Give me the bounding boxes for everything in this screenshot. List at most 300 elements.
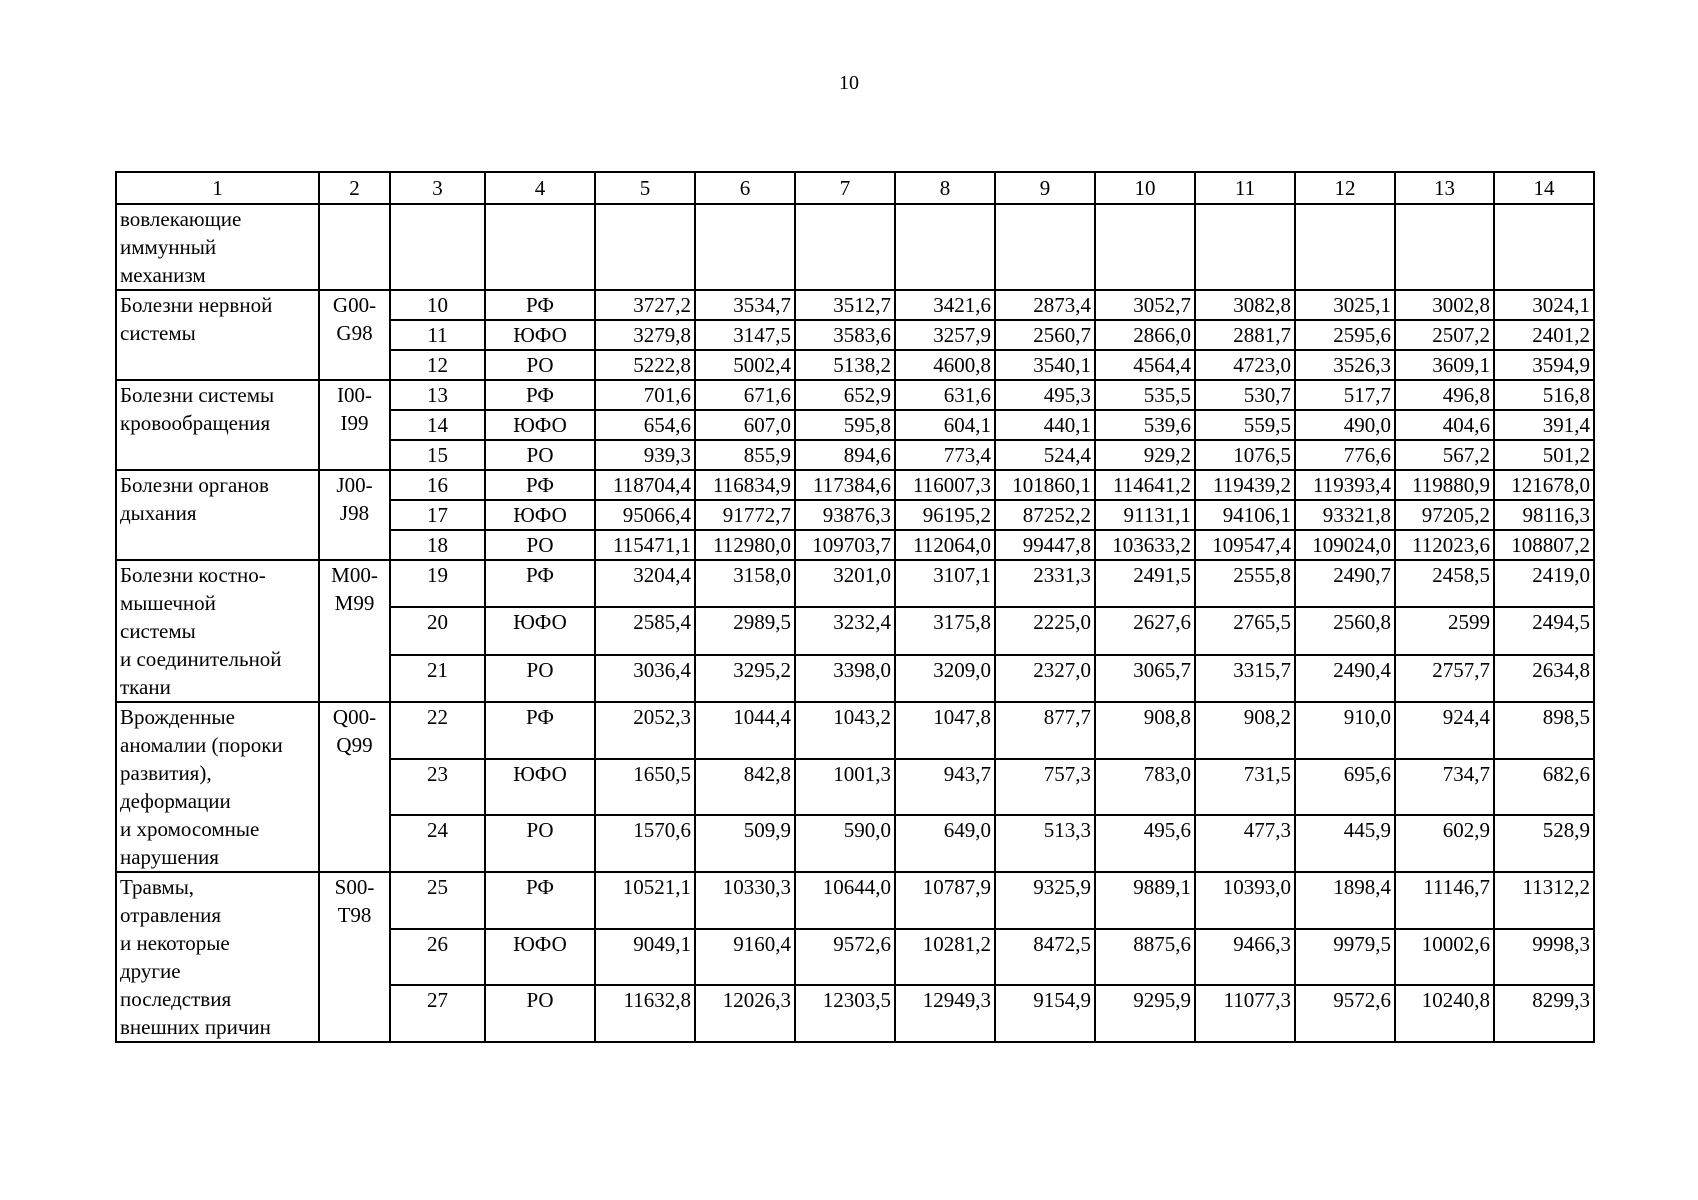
name-line: дыхания (120, 501, 197, 525)
value-cell: 595,8 (795, 410, 895, 440)
value-cell: 12949,3 (895, 985, 995, 1042)
value-cell: 929,2 (1095, 440, 1195, 470)
value-cell: 12303,5 (795, 985, 895, 1042)
value-cell: 115471,1 (595, 530, 695, 560)
value-cell: 3534,7 (695, 290, 795, 320)
value-cell: 5002,4 (695, 350, 795, 380)
value-cell: 2458,5 (1395, 560, 1494, 607)
value-cell: 95066,4 (595, 500, 695, 530)
name-line: и хромосомные (120, 817, 260, 841)
region-label: РФ (485, 560, 595, 607)
value-cell: 9466,3 (1195, 929, 1295, 986)
value-cell: 654,6 (595, 410, 695, 440)
disease-group-name (116, 380, 319, 470)
table-row (116, 290, 1594, 320)
region-label: РО (485, 815, 595, 872)
name-line: системы (120, 619, 196, 643)
value-cell: 9049,1 (595, 929, 695, 986)
name-line: отравления (120, 903, 222, 927)
value-cell: 116007,3 (895, 470, 995, 500)
value-cell: 1044,4 (695, 702, 795, 759)
value-cell: 3594,9 (1494, 350, 1594, 380)
empty-cell (895, 204, 995, 290)
value-cell: 98116,3 (1494, 500, 1594, 530)
region-label: ЮФО (485, 929, 595, 986)
column-number: 3 (390, 172, 485, 204)
value-cell: 898,5 (1494, 702, 1594, 759)
name-line: развития), (120, 761, 212, 785)
value-cell: 1001,3 (795, 759, 895, 816)
value-cell: 2331,3 (995, 560, 1095, 607)
value-cell: 9889,1 (1095, 872, 1195, 929)
name-line: аномалии (пороки (120, 733, 283, 757)
value-cell: 3052,7 (1095, 290, 1195, 320)
value-cell: 539,6 (1095, 410, 1195, 440)
row-number: 13 (390, 380, 485, 410)
name-line: деформации (120, 789, 231, 813)
value-cell: 2225,0 (995, 607, 1095, 654)
row-number: 26 (390, 929, 485, 986)
value-cell: 3201,0 (795, 560, 895, 607)
name-line: внешних причин (120, 1015, 271, 1039)
value-cell: 649,0 (895, 815, 995, 872)
value-cell: 109024,0 (1295, 530, 1395, 560)
name-line: ткани (120, 675, 171, 699)
row-number: 21 (390, 655, 485, 702)
empty-cell (795, 204, 895, 290)
value-cell: 2757,7 (1395, 655, 1494, 702)
value-cell: 116834,9 (695, 470, 795, 500)
value-cell: 652,9 (795, 380, 895, 410)
value-cell: 2599 (1395, 607, 1494, 654)
row-number: 22 (390, 702, 485, 759)
page-number: 10 (839, 72, 859, 94)
row-number: 25 (390, 872, 485, 929)
value-cell: 4723,0 (1195, 350, 1295, 380)
value-cell: 734,7 (1395, 759, 1494, 816)
value-cell: 535,5 (1095, 380, 1195, 410)
value-cell: 3232,4 (795, 607, 895, 654)
value-cell: 10330,3 (695, 872, 795, 929)
value-cell: 939,3 (595, 440, 695, 470)
name-line: Болезни костно- (120, 563, 266, 587)
region-label: РО (485, 440, 595, 470)
value-cell: 924,4 (1395, 702, 1494, 759)
value-cell: 3025,1 (1295, 290, 1395, 320)
value-cell: 93876,3 (795, 500, 895, 530)
value-cell: 94106,1 (1195, 500, 1295, 530)
value-cell: 3175,8 (895, 607, 995, 654)
region-label: РФ (485, 470, 595, 500)
value-cell: 2555,8 (1195, 560, 1295, 607)
value-cell: 3209,0 (895, 655, 995, 702)
value-cell: 530,7 (1195, 380, 1295, 410)
name-line: Травмы, (120, 875, 195, 899)
value-cell: 773,4 (895, 440, 995, 470)
value-cell: 3583,6 (795, 320, 895, 350)
value-cell: 3398,0 (795, 655, 895, 702)
value-cell: 528,9 (1494, 815, 1594, 872)
name-line: Болезни системы (120, 383, 275, 407)
value-cell: 9160,4 (695, 929, 795, 986)
morbidity-table (115, 171, 1595, 1043)
row-number: 18 (390, 530, 485, 560)
value-cell: 1043,2 (795, 702, 895, 759)
table-row (116, 872, 1594, 929)
region-label: ЮФО (485, 607, 595, 654)
value-cell: 3540,1 (995, 350, 1095, 380)
region-label: РФ (485, 872, 595, 929)
value-cell: 842,8 (695, 759, 795, 816)
disease-group-name (116, 560, 319, 702)
continuation-name-cell (116, 204, 319, 290)
value-cell: 2627,6 (1095, 607, 1195, 654)
column-number-row (116, 172, 1594, 204)
code-line: G00- (332, 293, 377, 317)
value-cell: 112064,0 (895, 530, 995, 560)
value-cell: 559,5 (1195, 410, 1295, 440)
region-label: ЮФО (485, 759, 595, 816)
value-cell: 3512,7 (795, 290, 895, 320)
value-cell: 121678,0 (1494, 470, 1594, 500)
value-cell: 10787,9 (895, 872, 995, 929)
region-label: РО (485, 350, 595, 380)
value-cell: 682,6 (1494, 759, 1594, 816)
value-cell: 9295,9 (1095, 985, 1195, 1042)
row-number: 16 (390, 470, 485, 500)
value-cell: 101860,1 (995, 470, 1095, 500)
value-cell: 602,9 (1395, 815, 1494, 872)
value-cell: 943,7 (895, 759, 995, 816)
region-label: ЮФО (485, 500, 595, 530)
value-cell: 3257,9 (895, 320, 995, 350)
row-number: 17 (390, 500, 485, 530)
value-cell: 607,0 (695, 410, 795, 440)
empty-cell (319, 204, 390, 290)
value-cell: 517,7 (1295, 380, 1395, 410)
value-cell: 524,4 (995, 440, 1095, 470)
value-cell: 783,0 (1095, 759, 1195, 816)
name-line: Болезни органов (120, 473, 269, 497)
column-number: 1 (116, 172, 319, 204)
value-cell: 9998,3 (1494, 929, 1594, 986)
value-cell: 2560,8 (1295, 607, 1395, 654)
value-cell: 509,9 (695, 815, 795, 872)
value-cell: 10002,6 (1395, 929, 1494, 986)
icd-code-range (319, 872, 390, 1042)
disease-group-name (116, 872, 319, 1042)
code-line: G98 (336, 321, 373, 345)
value-cell: 2866,0 (1095, 320, 1195, 350)
empty-cell (390, 204, 485, 290)
code-line: S00- (334, 875, 375, 899)
value-cell: 11077,3 (1195, 985, 1295, 1042)
column-number: 12 (1295, 172, 1395, 204)
name-line: и некоторые (120, 931, 230, 955)
table-row (116, 702, 1594, 759)
column-number: 4 (485, 172, 595, 204)
row-number: 24 (390, 815, 485, 872)
continuation-row (116, 204, 1594, 290)
value-cell: 2491,5 (1095, 560, 1195, 607)
icd-code-range (319, 470, 390, 560)
empty-cell (595, 204, 695, 290)
icd-code-range (319, 380, 390, 470)
code-line: M99 (334, 591, 375, 615)
code-line: I00- (337, 383, 372, 407)
value-cell: 631,6 (895, 380, 995, 410)
value-cell: 5222,8 (595, 350, 695, 380)
icd-code-range (319, 702, 390, 872)
value-cell: 3082,8 (1195, 290, 1295, 320)
table-row (116, 470, 1594, 500)
value-cell: 2989,5 (695, 607, 795, 654)
value-cell: 2490,4 (1295, 655, 1395, 702)
value-cell: 391,4 (1494, 410, 1594, 440)
column-number: 10 (1095, 172, 1195, 204)
row-number: 27 (390, 985, 485, 1042)
empty-cell (1395, 204, 1494, 290)
value-cell: 118704,4 (595, 470, 695, 500)
value-cell: 8875,6 (1095, 929, 1195, 986)
name-line: механизм (120, 263, 206, 287)
value-cell: 3065,7 (1095, 655, 1195, 702)
table-row (116, 380, 1594, 410)
value-cell: 590,0 (795, 815, 895, 872)
value-cell: 10240,8 (1395, 985, 1494, 1042)
row-number: 14 (390, 410, 485, 440)
value-cell: 117384,6 (795, 470, 895, 500)
value-cell: 2881,7 (1195, 320, 1295, 350)
icd-code-range (319, 560, 390, 702)
value-cell: 2634,8 (1494, 655, 1594, 702)
disease-group-name (116, 702, 319, 872)
name-line: мышечной (120, 591, 216, 615)
value-cell: 9572,6 (795, 929, 895, 986)
value-cell: 567,2 (1395, 440, 1494, 470)
empty-cell (995, 204, 1095, 290)
value-cell: 108807,2 (1494, 530, 1594, 560)
value-cell: 501,2 (1494, 440, 1594, 470)
code-line: J00- (336, 473, 373, 497)
code-line: Q99 (336, 733, 373, 757)
value-cell: 9979,5 (1295, 929, 1395, 986)
value-cell: 2560,7 (995, 320, 1095, 350)
value-cell: 3036,4 (595, 655, 695, 702)
row-number: 23 (390, 759, 485, 816)
value-cell: 3107,1 (895, 560, 995, 607)
value-cell: 3295,2 (695, 655, 795, 702)
value-cell: 2765,5 (1195, 607, 1295, 654)
value-cell: 2327,0 (995, 655, 1095, 702)
column-number: 2 (319, 172, 390, 204)
value-cell: 9154,9 (995, 985, 1095, 1042)
name-line: вовлекающие (120, 207, 242, 231)
column-number: 8 (895, 172, 995, 204)
row-number: 15 (390, 440, 485, 470)
row-number: 11 (390, 320, 485, 350)
name-line: другие (120, 959, 181, 983)
region-label: РО (485, 530, 595, 560)
value-cell: 1650,5 (595, 759, 695, 816)
value-cell: 3526,3 (1295, 350, 1395, 380)
empty-cell (695, 204, 795, 290)
value-cell: 3024,1 (1494, 290, 1594, 320)
value-cell: 114641,2 (1095, 470, 1195, 500)
value-cell: 109703,7 (795, 530, 895, 560)
disease-group-name (116, 290, 319, 380)
value-cell: 87252,2 (995, 500, 1095, 530)
region-label: РО (485, 655, 595, 702)
value-cell: 776,6 (1295, 440, 1395, 470)
empty-cell (1195, 204, 1295, 290)
value-cell: 8472,5 (995, 929, 1095, 986)
value-cell: 119393,4 (1295, 470, 1395, 500)
value-cell: 91772,7 (695, 500, 795, 530)
value-cell: 11146,7 (1395, 872, 1494, 929)
value-cell: 3727,2 (595, 290, 695, 320)
empty-cell (1494, 204, 1594, 290)
value-cell: 477,3 (1195, 815, 1295, 872)
empty-cell (485, 204, 595, 290)
value-cell: 2401,2 (1494, 320, 1594, 350)
column-number: 5 (595, 172, 695, 204)
row-number: 19 (390, 560, 485, 607)
value-cell: 4564,4 (1095, 350, 1195, 380)
value-cell: 495,6 (1095, 815, 1195, 872)
value-cell: 404,6 (1395, 410, 1494, 440)
value-cell: 2052,3 (595, 702, 695, 759)
value-cell: 701,6 (595, 380, 695, 410)
value-cell: 490,0 (1295, 410, 1395, 440)
name-line: Болезни нервной (120, 293, 273, 317)
value-cell: 10644,0 (795, 872, 895, 929)
value-cell: 3002,8 (1395, 290, 1494, 320)
column-number: 11 (1195, 172, 1295, 204)
value-cell: 496,8 (1395, 380, 1494, 410)
value-cell: 9572,6 (1295, 985, 1395, 1042)
column-number: 7 (795, 172, 895, 204)
region-label: РФ (485, 380, 595, 410)
disease-group-name (116, 470, 319, 560)
region-label: ЮФО (485, 320, 595, 350)
value-cell: 10281,2 (895, 929, 995, 986)
value-cell: 516,8 (1494, 380, 1594, 410)
value-cell: 97205,2 (1395, 500, 1494, 530)
value-cell: 2595,6 (1295, 320, 1395, 350)
value-cell: 2490,7 (1295, 560, 1395, 607)
name-line: и соединительной (120, 647, 282, 671)
code-line: I99 (340, 411, 369, 435)
value-cell: 757,3 (995, 759, 1095, 816)
value-cell: 908,2 (1195, 702, 1295, 759)
value-cell: 908,8 (1095, 702, 1195, 759)
value-cell: 604,1 (895, 410, 995, 440)
value-cell: 2419,0 (1494, 560, 1594, 607)
value-cell: 3609,1 (1395, 350, 1494, 380)
value-cell: 99447,8 (995, 530, 1095, 560)
value-cell: 9325,9 (995, 872, 1095, 929)
value-cell: 877,7 (995, 702, 1095, 759)
icd-code-range (319, 290, 390, 380)
value-cell: 2873,4 (995, 290, 1095, 320)
value-cell: 119439,2 (1195, 470, 1295, 500)
value-cell: 109547,4 (1195, 530, 1295, 560)
table-row (116, 560, 1594, 607)
table-body (116, 172, 1594, 1042)
value-cell: 12026,3 (695, 985, 795, 1042)
code-line: T98 (337, 903, 372, 927)
value-cell: 103633,2 (1095, 530, 1195, 560)
code-line: Q00- (332, 705, 377, 729)
value-cell: 3421,6 (895, 290, 995, 320)
region-label: РФ (485, 290, 595, 320)
empty-cell (1295, 204, 1395, 290)
value-cell: 3279,8 (595, 320, 695, 350)
value-cell: 445,9 (1295, 815, 1395, 872)
value-cell: 11312,2 (1494, 872, 1594, 929)
value-cell: 10393,0 (1195, 872, 1295, 929)
column-number: 14 (1494, 172, 1594, 204)
value-cell: 2585,4 (595, 607, 695, 654)
code-line: M00- (331, 563, 378, 587)
name-line: иммунный (120, 235, 217, 259)
empty-cell (1095, 204, 1195, 290)
value-cell: 910,0 (1295, 702, 1395, 759)
name-line: последствия (120, 987, 232, 1011)
row-number: 12 (390, 350, 485, 380)
value-cell: 3147,5 (695, 320, 795, 350)
row-number: 10 (390, 290, 485, 320)
value-cell: 894,6 (795, 440, 895, 470)
value-cell: 91131,1 (1095, 500, 1195, 530)
value-cell: 1570,6 (595, 815, 695, 872)
column-number: 9 (995, 172, 1095, 204)
value-cell: 495,3 (995, 380, 1095, 410)
value-cell: 96195,2 (895, 500, 995, 530)
value-cell: 112980,0 (695, 530, 795, 560)
name-line: Врожденные (120, 705, 235, 729)
value-cell: 10521,1 (595, 872, 695, 929)
region-label: РФ (485, 702, 595, 759)
value-cell: 8299,3 (1494, 985, 1594, 1042)
value-cell: 11632,8 (595, 985, 695, 1042)
value-cell: 119880,9 (1395, 470, 1494, 500)
value-cell: 112023,6 (1395, 530, 1494, 560)
value-cell: 1076,5 (1195, 440, 1295, 470)
name-line: нарушения (120, 845, 219, 869)
name-line: системы (120, 321, 196, 345)
row-number: 20 (390, 607, 485, 654)
name-line: кровообращения (120, 411, 271, 435)
code-line: J98 (339, 501, 370, 525)
value-cell: 3204,4 (595, 560, 695, 607)
value-cell: 2507,2 (1395, 320, 1494, 350)
column-number: 6 (695, 172, 795, 204)
value-cell: 855,9 (695, 440, 795, 470)
value-cell: 1047,8 (895, 702, 995, 759)
value-cell: 695,6 (1295, 759, 1395, 816)
value-cell: 5138,2 (795, 350, 895, 380)
value-cell: 513,3 (995, 815, 1095, 872)
value-cell: 671,6 (695, 380, 795, 410)
region-label: РО (485, 985, 595, 1042)
value-cell: 4600,8 (895, 350, 995, 380)
value-cell: 731,5 (1195, 759, 1295, 816)
value-cell: 1898,4 (1295, 872, 1395, 929)
value-cell: 2494,5 (1494, 607, 1594, 654)
value-cell: 3315,7 (1195, 655, 1295, 702)
